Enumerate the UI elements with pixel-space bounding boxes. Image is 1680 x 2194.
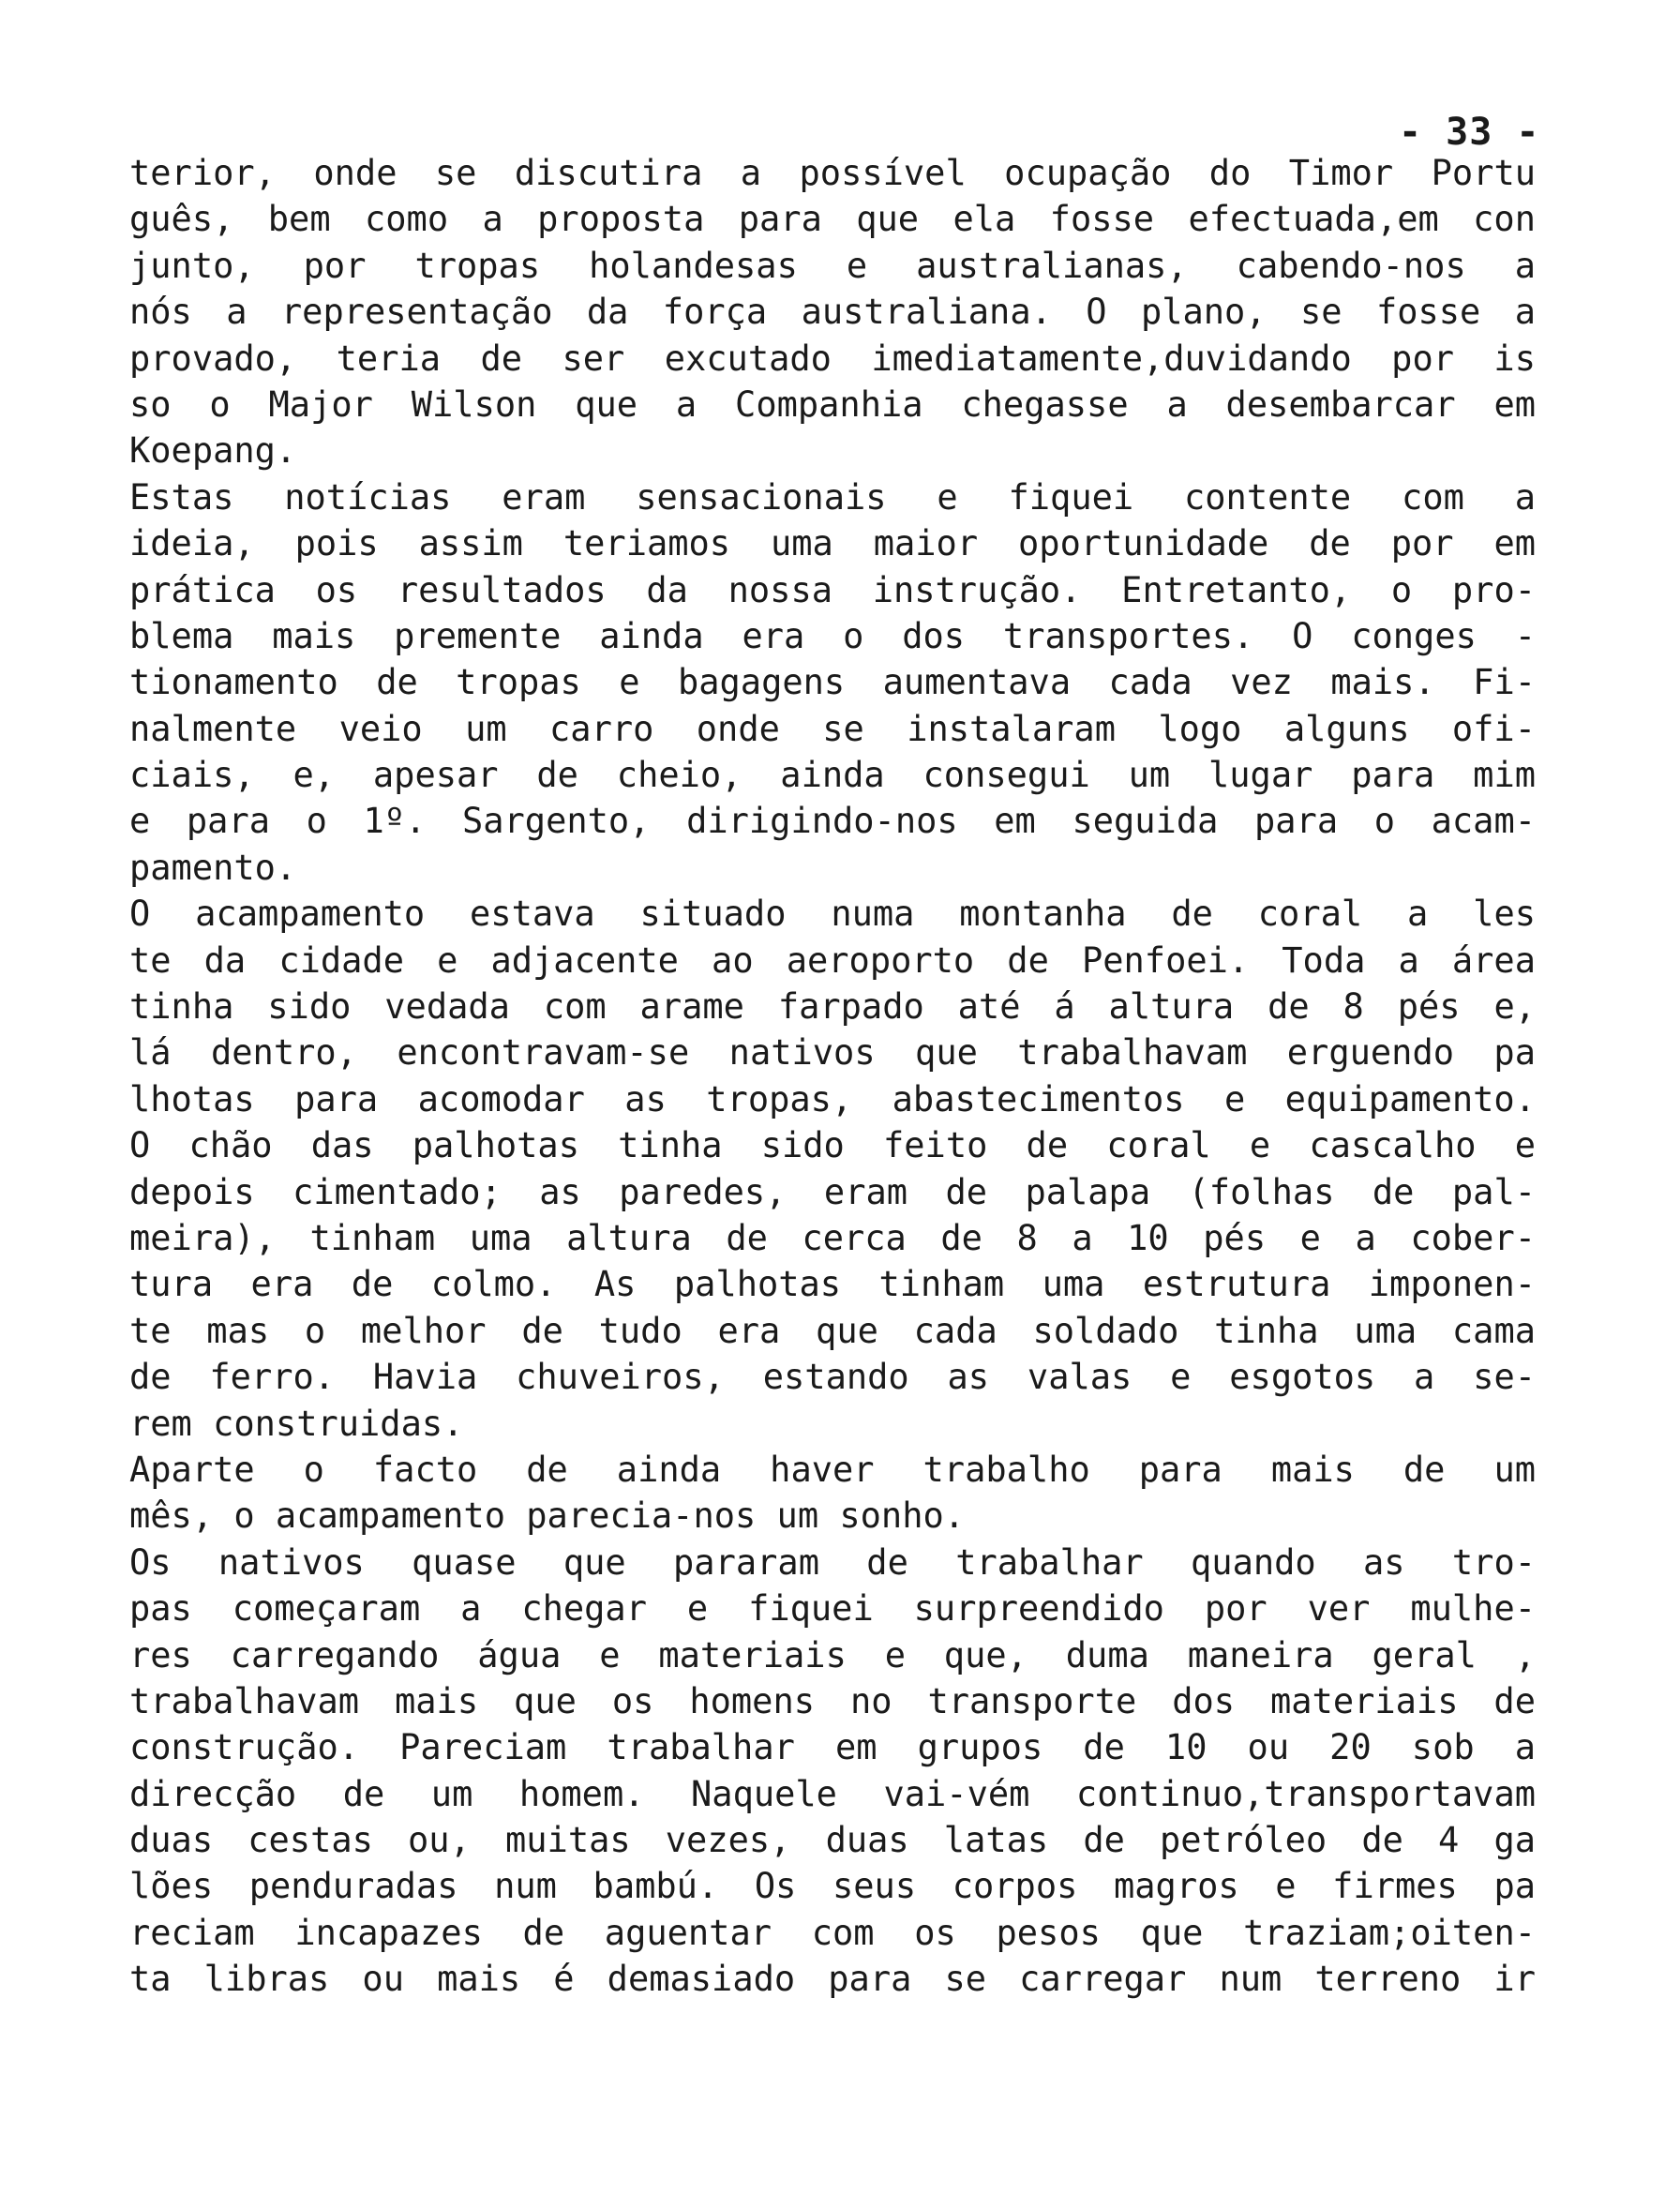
text-line: direcção de um homem. Naquele vai-vém continuo,transportavam bbox=[129, 1773, 1536, 1814]
text-line: tinha sido vedada com arame farpado até á altura de 8 pés e, bbox=[129, 986, 1536, 1028]
text-line: Os nativos quase que pararam de trabalhar quando as tro- bbox=[129, 1541, 1536, 1583]
text-line: nós a representação da força australiana. O plano, se fosse a bbox=[129, 292, 1536, 333]
text-line: Koepang. bbox=[129, 430, 297, 472]
text-line: meira), tinham uma altura de cerca de 8 a 10 pés e a cober- bbox=[129, 1217, 1536, 1258]
text-line: ta libras ou mais é demasiado para se carregar num terreno ir bbox=[129, 1959, 1536, 2000]
text-line: ideia, pois assim teriamos uma maior oportunidade de por em bbox=[129, 523, 1536, 564]
text-line: junto, por tropas holandesas e australianas, cabendo-nos a bbox=[129, 245, 1536, 286]
text-line: lões penduradas num bambú. Os seus corpos magros e firmes pa bbox=[129, 1866, 1536, 1907]
text-line: lá dentro, encontravam-se nativos que trabalhavam erguendo pa bbox=[129, 1032, 1536, 1074]
text-line: O acampamento estava situado numa montanha de coral a les bbox=[129, 894, 1536, 935]
text-line: de ferro. Havia chuveiros, estando as valas e esgotos a se- bbox=[129, 1357, 1536, 1398]
text-line: nalmente veio um carro onde se instalaram logo alguns ofi- bbox=[129, 708, 1536, 749]
text-line: terior, onde se discutira a possível ocupação do Timor Portu bbox=[129, 153, 1536, 193]
text-line: blema mais premente ainda era o dos transportes. O conges - bbox=[129, 615, 1536, 656]
text-line: tionamento de tropas e bagagens aumentava cada vez mais. Fi- bbox=[129, 662, 1536, 703]
text-line: reciam incapazes de aguentar com os pesos que traziam;oiten- bbox=[129, 1912, 1536, 1953]
text-line: e para o 1º. Sargento, dirigindo-nos em seguida para o acam- bbox=[129, 801, 1536, 842]
text-line: provado, teria de ser excutado imediatamente,duvidando por is bbox=[129, 338, 1536, 379]
text-line: duas cestas ou, muitas vezes, duas latas de petróleo de 4 ga bbox=[129, 1820, 1536, 1861]
text-line: Aparte o facto de ainda haver trabalho para mais de um bbox=[129, 1449, 1536, 1490]
text-line: construção. Pareciam trabalhar em grupos de 10 ou 20 sob a bbox=[129, 1727, 1536, 1768]
text-line: so o Major Wilson que a Companhia chegasse a desembarcar em bbox=[129, 383, 1536, 425]
text-line: rem construidas. bbox=[129, 1403, 464, 1444]
text-line: pas começaram a chegar e fiquei surpreendido por ver mulhe- bbox=[129, 1588, 1536, 1630]
text-line: prática os resultados da nossa instrução. Entretanto, o pro- bbox=[129, 569, 1536, 610]
text-line: ciais, e, apesar de cheio, ainda consegui um lugar para mim bbox=[129, 755, 1536, 796]
text-line: lhotas para acomodar as tropas, abastecimentos e equipamento. bbox=[129, 1078, 1536, 1120]
text-line: O chão das palhotas tinha sido feito de coral e cascalho e bbox=[129, 1125, 1536, 1166]
text-line: Estas notícias eram sensacionais e fiquei contente com a bbox=[129, 476, 1536, 518]
page-number: - 33 - bbox=[1399, 111, 1540, 154]
text-line: te mas o melhor de tudo era que cada soldado tinha uma cama bbox=[129, 1310, 1536, 1351]
text-line: tura era de colmo. As palhotas tinham uma estrutura imponen- bbox=[129, 1264, 1536, 1305]
text-line: pamento. bbox=[129, 847, 297, 888]
text-line: guês, bem como a proposta para que ela fosse efectuada,em con bbox=[129, 199, 1536, 240]
text-line: res carregando água e materiais e que, duma maneira geral , bbox=[129, 1634, 1536, 1676]
typewritten-text-block bbox=[129, 150, 1536, 2003]
text-line: depois cimentado; as paredes, eram de palapa (folhas de pal- bbox=[129, 1171, 1536, 1212]
text-line: trabalhavam mais que os homens no transporte dos materiais de bbox=[129, 1680, 1536, 1721]
text-line: te da cidade e adjacente ao aeroporto de Penfoei. Toda a área bbox=[129, 939, 1536, 981]
text-line: mês, o acampamento parecia-nos um sonho. bbox=[129, 1495, 966, 1537]
